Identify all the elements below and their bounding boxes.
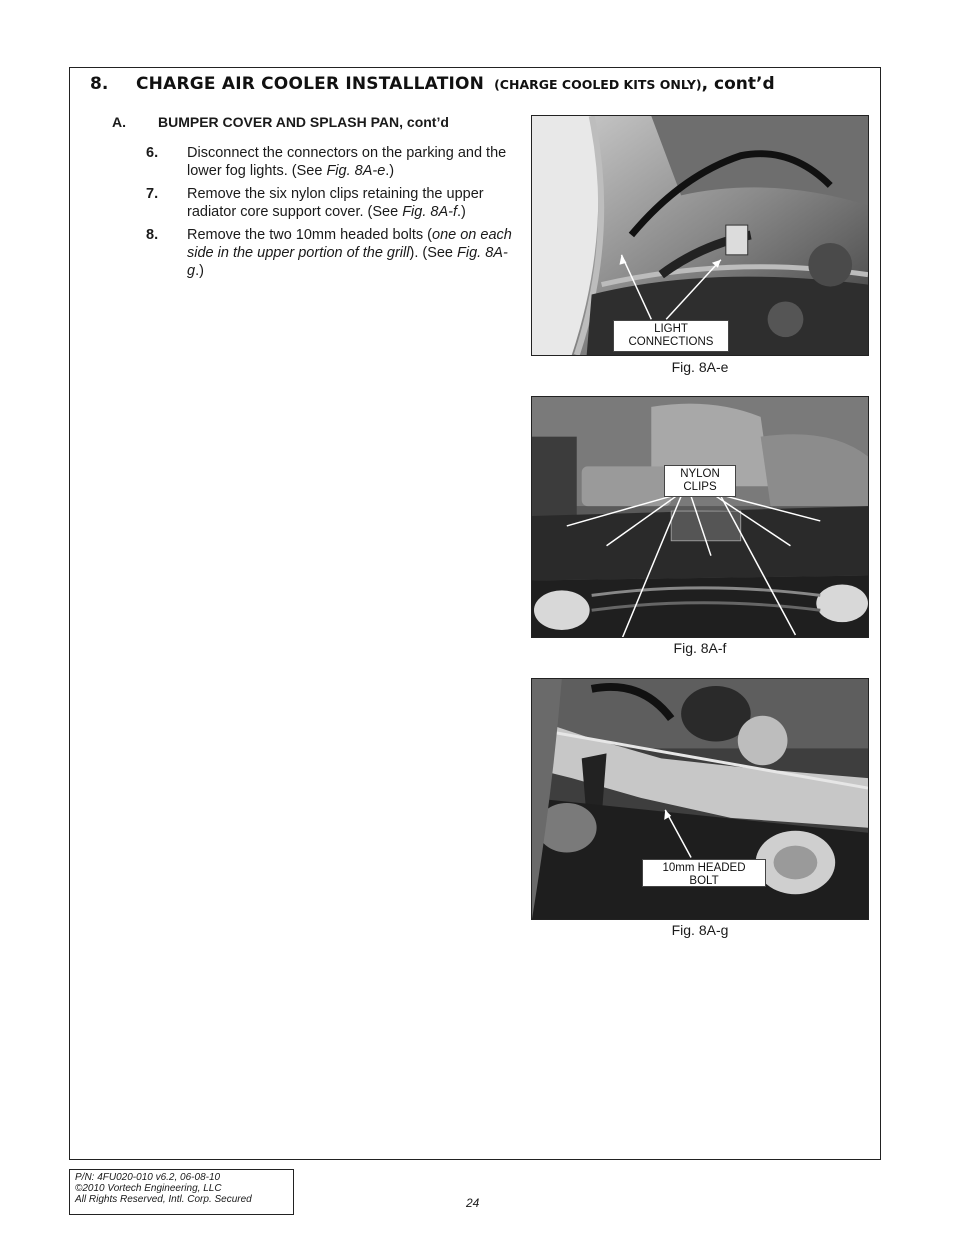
step-item: [146, 226, 516, 280]
step-text: Disconnect the connectors on the parking and the lower fog lights. (See Fig. 8A-e.): [187, 145, 507, 179]
subsection-letter: A.: [112, 114, 126, 130]
step-list: [146, 144, 516, 285]
step-item: [146, 144, 516, 180]
step-item: [146, 185, 516, 221]
subsection-heading: [112, 114, 449, 130]
page-frame: [69, 67, 881, 1160]
callout-light-connections: LIGHT CONNECTIONS: [613, 320, 729, 352]
figure-8a-f-caption: Fig. 8A-f: [673, 640, 727, 656]
callout-10mm-headed-bolt: 10mm HEADED BOLT: [642, 859, 766, 887]
section-title: CHARGE AIR COOLER INSTALLATION: [136, 74, 485, 94]
footer-info-box: [69, 1169, 294, 1215]
figure-8a-e-photo: [531, 115, 869, 356]
step-text: Remove the two 10mm headed bolts (one on each side in the upper portion of the grill). (See Fig. 8A-g.): [187, 227, 512, 279]
page-number: 24: [466, 1196, 480, 1210]
step-number: 6.: [146, 145, 159, 161]
figure-8a-f-photo: [531, 396, 869, 638]
footer-part-number: P/N: 4FU020-010 v6.2, 06-08-10: [75, 1172, 221, 1183]
figure-8a-e-caption: Fig. 8A-e: [671, 359, 729, 375]
figure-8a-g-caption: Fig. 8A-g: [671, 922, 729, 938]
step-text: Remove the six nylon clips retaining the upper radiator core support cover. (See Fig. 8A-f.): [187, 186, 484, 220]
section-heading: [90, 74, 775, 94]
step-number: 7.: [146, 186, 159, 202]
section-cont: , cont’d: [701, 74, 775, 94]
section-number: 8.: [90, 74, 109, 94]
step-number: 8.: [146, 227, 159, 243]
section-subtitle: (CHARGE COOLED KITS ONLY): [494, 77, 702, 92]
subsection-title: BUMPER COVER AND SPLASH PAN, cont’d: [158, 114, 449, 130]
footer-copyright: ©2010 Vortech Engineering, LLC: [75, 1183, 222, 1194]
footer-rights: All Rights Reserved, Intl. Corp. Secured: [75, 1194, 252, 1205]
figure-8a-g-photo: [531, 678, 869, 920]
callout-nylon-clips: NYLON CLIPS: [664, 465, 736, 497]
